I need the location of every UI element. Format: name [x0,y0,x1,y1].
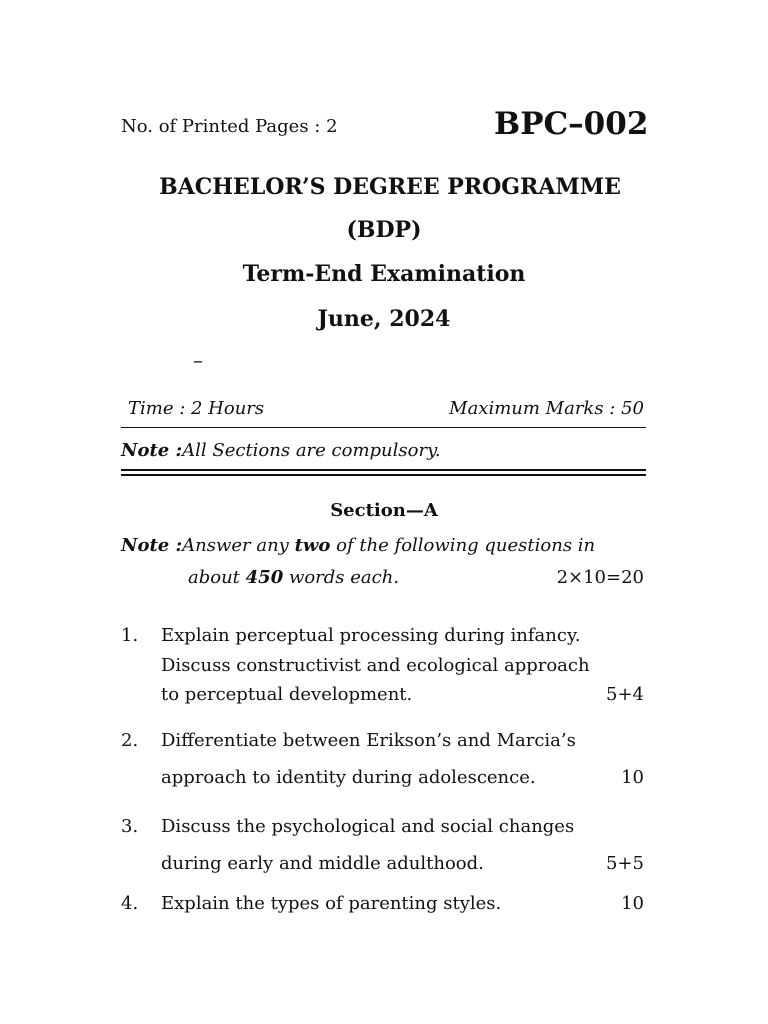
programme-abbr: (BDP) [346,217,422,243]
exam-session: June, 2024 [317,306,451,332]
question-number: 2. [121,730,139,751]
question-marks: 10 [621,767,644,788]
dash-mark: – [193,348,203,372]
section-note-post: of the following questions in [330,535,596,556]
question-number: 4. [121,893,139,914]
exam-time: Time : 2 Hours [128,398,265,419]
section-note-marks: 2×10=20 [556,567,644,588]
double-divider-top [121,469,646,471]
note-label: Note : [121,440,183,461]
section-note-line2-strong: 450 [245,567,284,588]
section-note-label: Note : [121,535,183,556]
question-marks: 5+5 [606,853,644,874]
question-text [161,808,646,882]
section-title: Section—A [330,500,438,521]
question-line: approach to identity during adolescence. [161,767,536,788]
programme-title: BACHELOR’S DEGREE PROGRAMME [159,174,621,200]
question-marks: 10 [621,893,644,914]
double-divider-bottom [121,474,646,476]
question-line: Differentiate between Erikson’s and Marcia’s [161,730,576,751]
divider [121,427,646,428]
question-text [161,893,646,915]
question-line: to perceptual development. [161,684,413,705]
note-text: All Sections are compulsory. [182,440,441,461]
section-note-line2-post: words each. [283,567,400,588]
exam-title: Term-End Examination [242,261,526,287]
question-line: Discuss constructivist and ecological approach [161,654,590,676]
question-line: Explain perceptual processing during infancy. [161,625,581,646]
section-note-line2-pre: about [188,567,246,588]
section-note-strong: two [294,535,331,556]
question-number: 1. [121,625,139,646]
question-number: 3. [121,816,139,837]
max-marks: Maximum Marks : 50 [449,398,644,419]
section-note-pre: Answer any [182,535,295,556]
course-code: BPC–002 [494,106,649,142]
question-line: during early and middle adulthood. [161,853,484,874]
section-note [121,535,646,556]
question-line: Discuss the psychological and social changes [161,816,575,837]
question-text [161,722,646,796]
printed-pages: No. of Printed Pages : 2 [121,116,338,137]
section-note-line2 [188,567,399,588]
general-note [121,440,441,461]
question-line: Explain the types of parenting styles. [161,893,502,914]
question-marks: 5+4 [606,684,644,705]
question-text [161,621,646,710]
